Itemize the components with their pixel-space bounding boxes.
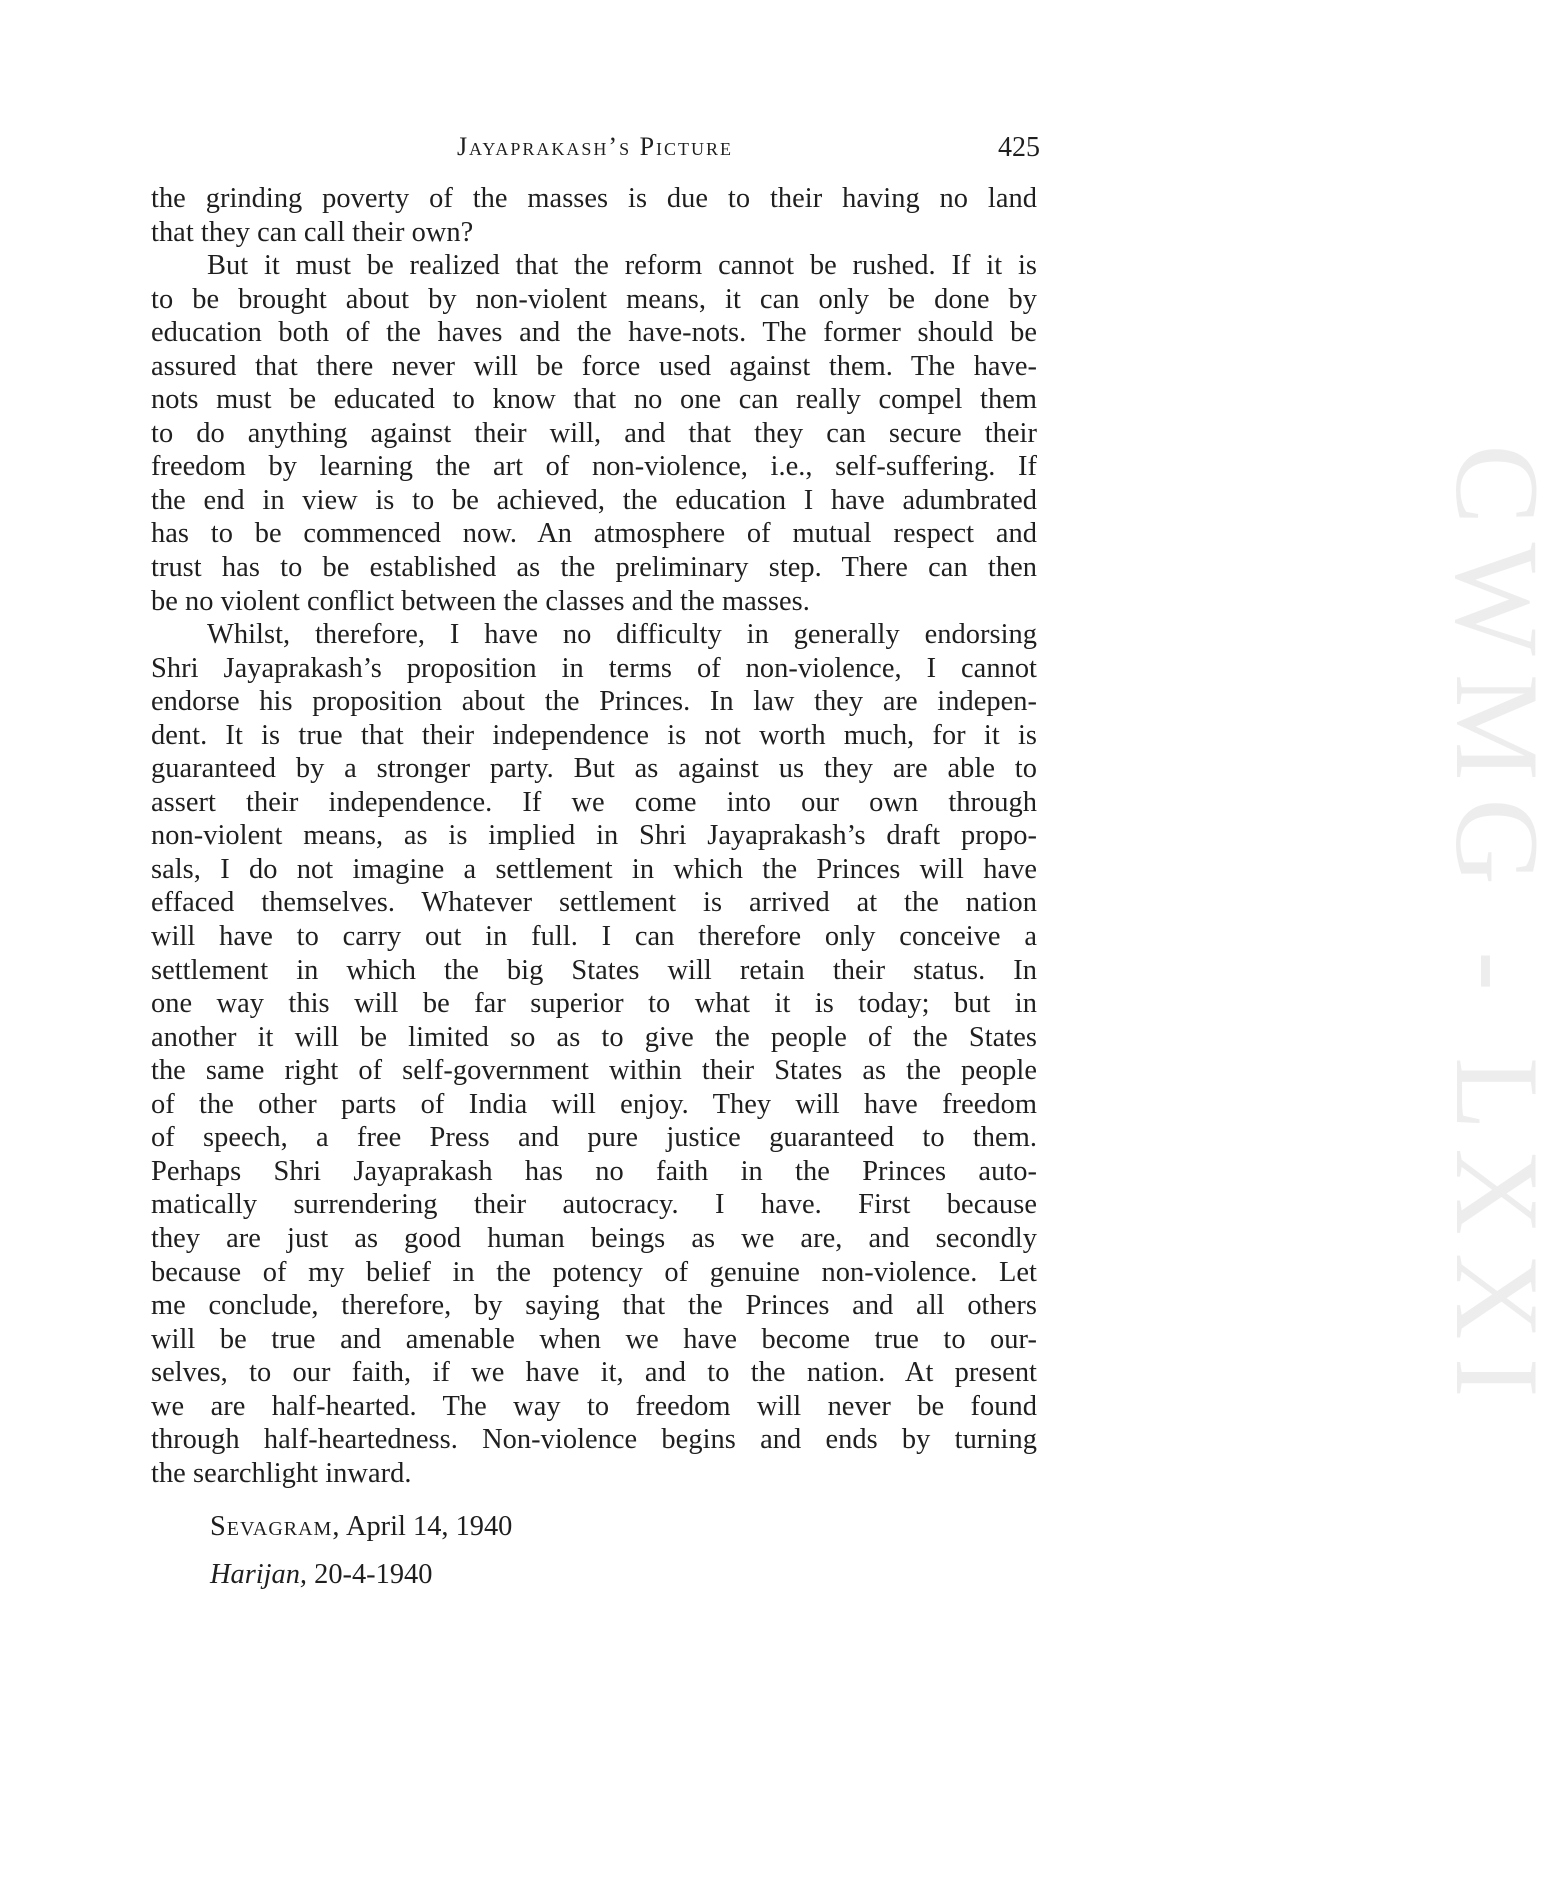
text-line: assured that there never will be force used against them. The have- (151, 350, 1037, 382)
text-line: of speech, a free Press and pure justice guaranteed to them. (151, 1122, 1037, 1154)
text-line: they are just as good human beings as we are, and secondly (151, 1222, 1037, 1254)
text-line: to do anything against their will, and that they can secure their (151, 417, 1037, 449)
text-line: because of my belief in the potency of genuine non-violence. Let (151, 1256, 1037, 1288)
text-line: the grinding poverty of the masses is due to their having no land (151, 183, 1037, 214)
dateline-place: Sevagram, (210, 1511, 341, 1542)
text-line: selves, to our faith, if we have it, and to the nation. At present (151, 1357, 1037, 1389)
text-line: trust has to be established as the preliminary step. There can then (151, 552, 1037, 584)
text-line: of the other parts of India will enjoy. They will have freedom (151, 1088, 1037, 1120)
running-title: Jayaprakash’s Picture (456, 132, 734, 161)
body-text (151, 182, 1037, 1490)
paragraph-reform (151, 249, 1037, 618)
watermark-text: CWMG - LXXI (1431, 444, 1564, 1416)
text-line: nots must be educated to know that no one can really compel them (151, 384, 1037, 416)
text-line: the end in view is to be achieved, the education I have adumbrated (151, 484, 1037, 516)
text-line: endorse his proposition about the Princes. In law they are indepen- (151, 686, 1037, 718)
text-line: we are half-hearted. The way to freedom will never be found (151, 1390, 1037, 1422)
paragraph-princes (151, 618, 1037, 1490)
dateline-date: April 14, 1940 (345, 1511, 513, 1542)
signoff (210, 1503, 512, 1599)
text-line: guaranteed by a stronger party. But as against us they are able to (151, 753, 1037, 785)
text-line: to be brought about by non-violent means, it can only be done by (151, 283, 1037, 315)
text-line: that they can call their own? (151, 216, 474, 248)
text-line: matically surrendering their autocracy. I have. First because (151, 1189, 1037, 1221)
text-line: Whilst, therefore, I have no difficulty in generally endorsing (207, 619, 1037, 651)
text-line: the searchlight inward. (151, 1457, 412, 1489)
text-line: me conclude, therefore, by saying that the Princes and all others (151, 1290, 1037, 1322)
text-line: assert their independence. If we come into our own through (151, 786, 1037, 818)
text-line: dent. It is true that their independence is not worth much, for it is (151, 719, 1037, 751)
source-citation (210, 1551, 512, 1599)
text-line: Shri Jayaprakash’s proposition in terms of non-violence, I cannot (151, 652, 1037, 684)
text-line: Perhaps Shri Jayaprakash has no faith in the Princes auto- (151, 1155, 1037, 1187)
text-line: through half-heartedness. Non-violence begins and ends by turning (151, 1424, 1037, 1456)
text-line: effaced themselves. Whatever settlement is arrived at the nation (151, 887, 1037, 919)
text-line: be no violent conflict between the classes and the masses. (151, 585, 810, 617)
source-name: Harijan, (210, 1559, 308, 1590)
text-line: one way this will be far superior to what it is today; but in (151, 988, 1037, 1020)
watermark (1041, 444, 1564, 1440)
text-line: settlement in which the big States will retain their status. In (151, 954, 1037, 986)
text-line: But it must be realized that the reform cannot be rushed. If it is (207, 250, 1037, 282)
text-line: will be true and amenable when we have become true to our- (151, 1323, 1037, 1355)
page-number: 425 (998, 132, 1040, 163)
text-line: has to be commenced now. An atmosphere of mutual respect and (151, 518, 1037, 550)
text-line: education both of the haves and the have-nots. The former should be (151, 317, 1037, 349)
paragraph-continuation (151, 182, 1037, 249)
dateline (210, 1503, 512, 1551)
running-head (150, 132, 1040, 168)
text-line: will have to carry out in full. I can therefore only conceive a (151, 921, 1037, 953)
text-line: freedom by learning the art of non-violence, i.e., self-suffering. If (151, 451, 1037, 483)
text-line: sals, I do not imagine a settlement in which the Princes will have (151, 853, 1037, 885)
text-line: non-violent means, as is implied in Shri Jayaprakash’s draft propo- (151, 820, 1037, 852)
source-date: 20-4-1940 (314, 1559, 433, 1590)
text-line: the same right of self-government within their States as the people (151, 1055, 1037, 1087)
text-line: another it will be limited so as to give the people of the States (151, 1021, 1037, 1053)
